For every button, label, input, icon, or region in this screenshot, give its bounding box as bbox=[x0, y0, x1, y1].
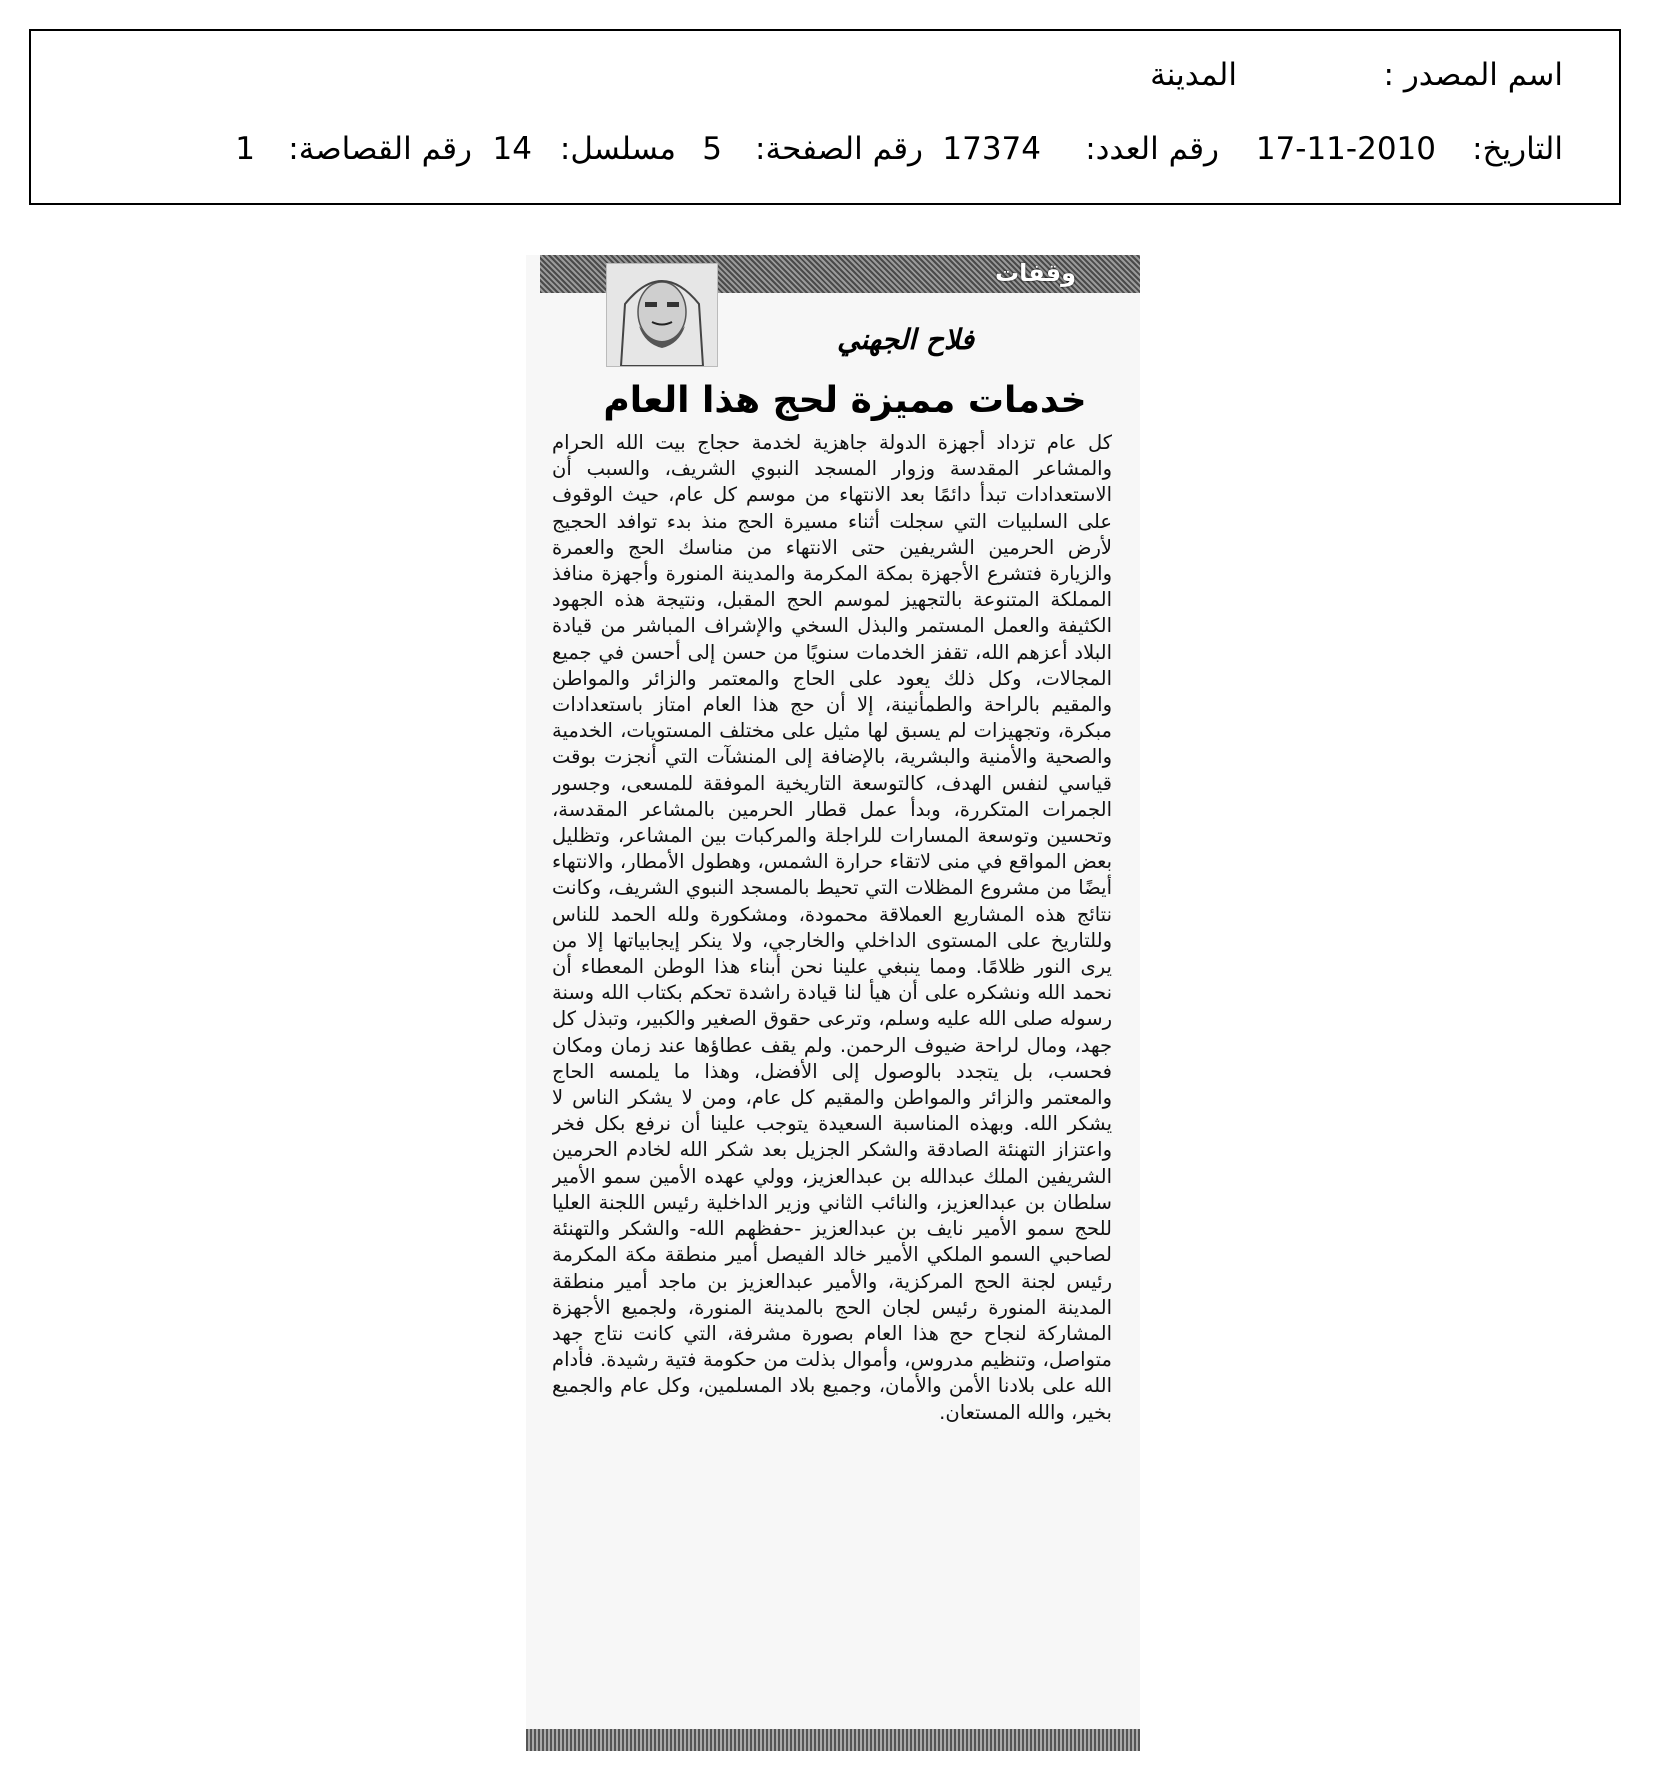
date-value: 17-11-2010 bbox=[1255, 131, 1436, 167]
clipping-header-box bbox=[29, 29, 1621, 205]
article-headline: خدمات مميزة لحج هذا العام bbox=[603, 380, 1087, 421]
serial-value: 14 bbox=[492, 131, 532, 167]
date-label: التاريخ: bbox=[1472, 131, 1563, 167]
column-name: وقفات bbox=[994, 259, 1076, 287]
author-photo bbox=[606, 263, 718, 367]
clip-label: رقم القصاصة: bbox=[288, 131, 472, 167]
newspaper-clipping bbox=[526, 255, 1140, 1751]
source-label: اسم المصدر : bbox=[1383, 57, 1563, 93]
article-body: كل عام تزداد أجهزة الدولة جاهزية لخدمة حجاج بيت الله الحرام والمشاعر المقدسة وزوار المسجد النبوي الشريف، والسبب أن الاستعدادات تبدأ دائمًا بعد الانتهاء من موسم كل عام، حيث الوقوف على السلبيات التي سجلت أثناء مسيرة الحج منذ بدء توافد الحجيج لأرض الحرمين الشريفين حتى الانتهاء من مناسك الحج والعمرة والزيارة فتشرع الأجهزة بمكة المكرمة والمدينة المنورة وأجهزة منافذ المملكة المتنوعة بالتجهيز لموسم الحج المقبل، ونتيجة هذه الجهود الكثيفة والعمل المستمر والبذل السخي والإشراف المباشر من قيادة البلاد أعزهم الله، تقفز الخدمات سنويًا من حسن إلى أحسن في جميع المجالات، وكل ذلك يعود على الحاج والمعتمر والزائر والمواطن والمقيم بالراحة والطمأنينة، إلا أن حج هذا العام امتاز باستعدادات مبكرة، وتجهيزات لم يسبق لها مثيل على مختلف المستويات، الخدمية والصحية والأمنية والبشرية، بالإضافة إلى المنشآت التي أنجزت بوقت قياسي لنفس الهدف، كالتوسعة التاريخية الموفقة للمسعى، وجسور الجمرات المتكررة، وبدأ عمل قطار الحرمين بالمشاعر المقدسة، وتحسين وتوسعة المسارات للراجلة والمركبات بين المشاعر، وتظليل بعض المواقع في منى لاتقاء حرارة الشمس، وهطول الأمطار، والانتهاء أيضًا من مشروع المظلات التي تحيط بالمسجد النبوي الشريف، وكانت نتائج هذه المشاريع العملاقة محمودة، ومشكورة ولله الحمد للناس وللتاريخ على المستوى الداخلي والخارجي، ولا ينكر إيجابياتها إلا من يرى النور ظلامًا. ومما ينبغي علينا نحن أبناء هذا الوطن المعطاء أن نحمد الله ونشكره على أن هيأ لنا قيادة راشدة تحكم بكتاب الله وسنة رسوله صلى الله عليه وسلم، وترعى حقوق الصغير والكبير، وتبذل كل جهد، ومال لراحة ضيوف الرحمن. ولم يقف عطاؤها عند زمان ومكان فحسب، بل يتجدد بالوصول إلى الأفضل، وهذا ما يلمسه الحاج والمعتمر والزائر والمواطن والمقيم كل عام، ومن لا يشكر الناس لا يشكر الله. وبهذه المناسبة السعيدة يتوجب علينا أن نرفع بكل فخر واعتزاز التهنئة الصادقة والشكر الجزيل بعد شكر الله لخادم الحرمين الشريفين الملك عبدالله بن عبدالعزيز، وولي عهده الأمين سمو الأمير سلطان بن عبدالعزيز، والنائب الثاني وزير الداخلية رئيس اللجنة العليا للحج سمو الأمير نايف بن عبدالعزيز -حفظهم الله- والشكر والتهنئة لصاحبي السمو الملكي الأمير خالد الفيصل أمير منطقة مكة المكرمة رئيس لجنة الحج المركزية، والأمير عبدالعزيز بن ماجد أمير منطقة المدينة المنورة رئيس لجان الحج بالمدينة المنورة، ولجميع الأجهزة المشاركة لنجاح حج هذا العام بصورة مشرفة، التي كانت نتاج جهد متواصل، وتنظيم مدروس، وأموال بذلت من حكومة فتية رشيدة. فأدام الله على بلادنا الأمن والأمان، وجميع بلاد المسلمين، وكل عام والجميع بخير، والله المستعان. bbox=[552, 431, 1112, 1424]
clip-value: 1 bbox=[235, 131, 255, 167]
author-portrait-icon bbox=[607, 264, 717, 366]
author-byline: فلاح الجهني bbox=[837, 323, 974, 356]
page-label: رقم الصفحة: bbox=[755, 131, 923, 167]
page-value: 5 bbox=[702, 131, 722, 167]
serial-label: مسلسل: bbox=[559, 131, 676, 167]
clipping-footer-band bbox=[526, 1729, 1140, 1751]
issue-label: رقم العدد: bbox=[1085, 131, 1219, 167]
issue-value: 17374 bbox=[942, 131, 1041, 167]
source-value: المدينة bbox=[1150, 57, 1237, 93]
